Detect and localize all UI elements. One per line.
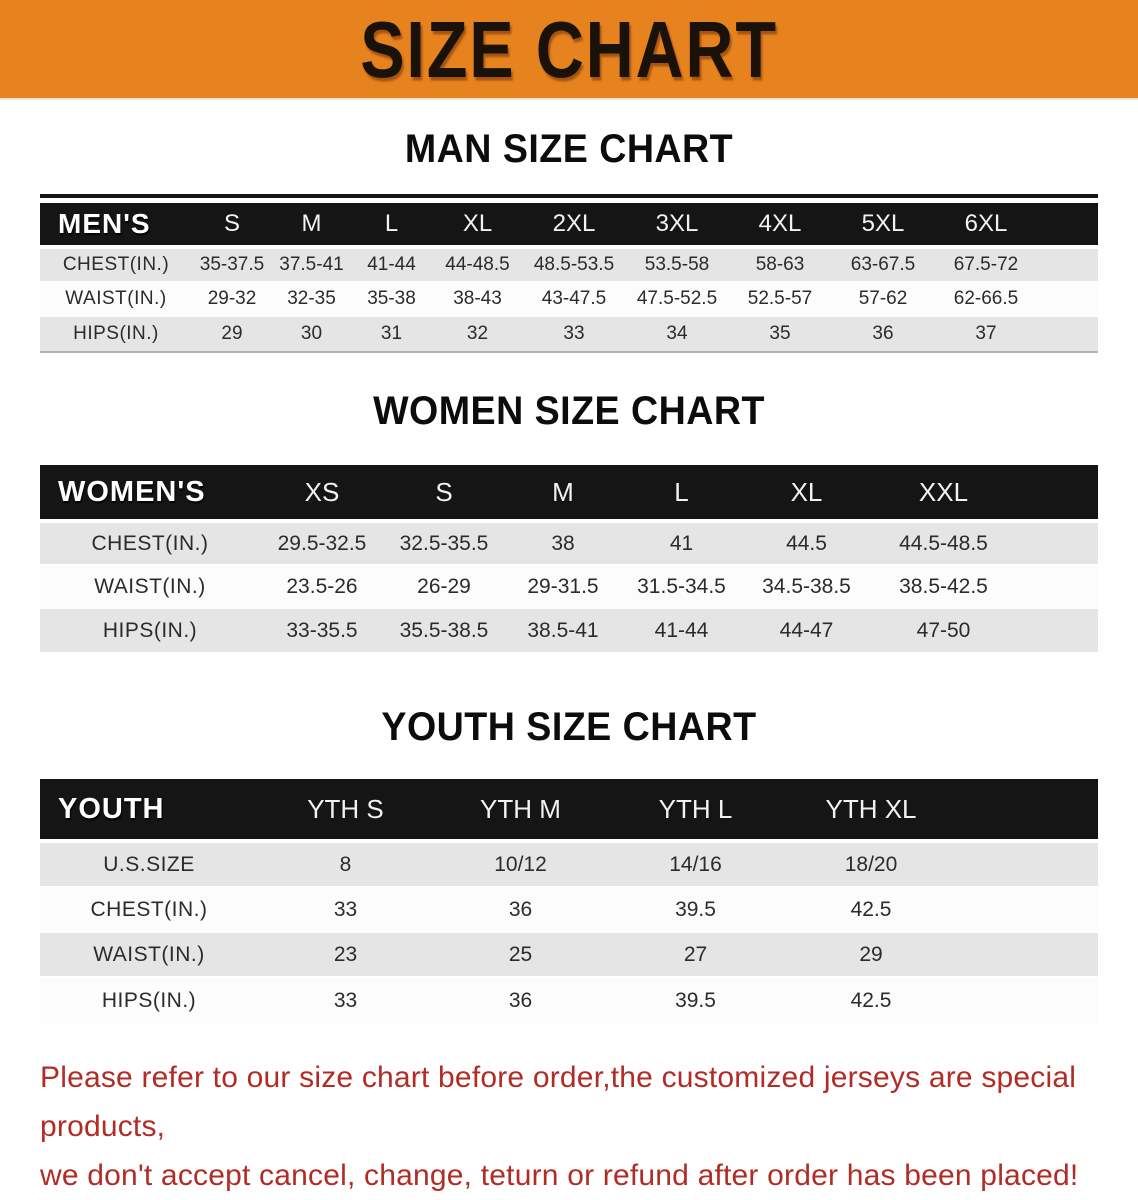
size-column-header: 3XL — [625, 203, 729, 249]
row-label: WAIST(IN.) — [40, 933, 258, 978]
size-value: 33-35.5 — [260, 609, 384, 652]
row-spacer — [959, 978, 1098, 1023]
size-value: 31.5-34.5 — [622, 566, 741, 609]
men-section-heading: MAN SIZE CHART — [404, 127, 734, 171]
size-value: 33 — [258, 888, 433, 933]
size-value: 37 — [935, 317, 1037, 351]
youth-size-table — [40, 779, 1098, 1023]
size-value: 38-43 — [432, 283, 523, 317]
size-value: 42.5 — [783, 978, 959, 1023]
size-column-header: YTH M — [433, 779, 608, 843]
table-group-label: YOUTH — [40, 779, 258, 843]
size-value: 67.5-72 — [935, 249, 1037, 283]
row-label: HIPS(IN.) — [40, 317, 192, 351]
youth-section-heading: YOUTH SIZE CHART — [381, 705, 757, 749]
disclaimer-text — [40, 1053, 1110, 1200]
table-group-label: WOMEN'S — [40, 465, 260, 523]
size-column-header: XXL — [872, 465, 1015, 523]
header-spacer — [1037, 203, 1098, 249]
size-value: 33 — [258, 978, 433, 1023]
row-spacer — [959, 888, 1098, 933]
size-value: 34.5-38.5 — [741, 566, 872, 609]
row-spacer — [1037, 283, 1098, 317]
size-column-header: S — [192, 203, 272, 249]
size-value: 47-50 — [872, 609, 1015, 652]
size-value: 38 — [504, 523, 622, 566]
size-value: 41-44 — [622, 609, 741, 652]
size-value: 36 — [831, 317, 935, 351]
size-value: 32.5-35.5 — [384, 523, 504, 566]
size-value: 33 — [523, 317, 625, 351]
row-label: HIPS(IN.) — [40, 978, 258, 1023]
row-spacer — [1037, 249, 1098, 283]
size-value: 44-48.5 — [432, 249, 523, 283]
size-value: 26-29 — [384, 566, 504, 609]
size-value: 10/12 — [433, 843, 608, 888]
size-value: 18/20 — [783, 843, 959, 888]
size-value: 35 — [729, 317, 831, 351]
measurement-row — [40, 843, 1098, 888]
row-spacer — [1015, 566, 1098, 609]
measurement-row — [40, 933, 1098, 978]
row-spacer — [959, 843, 1098, 888]
size-value: 14/16 — [608, 843, 783, 888]
row-spacer — [1015, 523, 1098, 566]
size-value: 23 — [258, 933, 433, 978]
size-column-header: M — [504, 465, 622, 523]
size-value: 32 — [432, 317, 523, 351]
measurement-row — [40, 523, 1098, 566]
size-value: 48.5-53.5 — [523, 249, 625, 283]
page-title: SIZE CHART — [360, 4, 778, 94]
youth-table — [40, 779, 1098, 1023]
size-value: 44.5 — [741, 523, 872, 566]
header-row — [40, 465, 1098, 523]
size-column-header: YTH L — [608, 779, 783, 843]
size-value: 38.5-42.5 — [872, 566, 1015, 609]
size-value: 44.5-48.5 — [872, 523, 1015, 566]
size-value: 44-47 — [741, 609, 872, 652]
women-size-table — [40, 465, 1098, 652]
row-label: HIPS(IN.) — [40, 609, 260, 652]
size-value: 29 — [783, 933, 959, 978]
row-label: WAIST(IN.) — [40, 566, 260, 609]
women-size-section — [0, 389, 1138, 652]
size-value: 36 — [433, 888, 608, 933]
size-value: 39.5 — [608, 888, 783, 933]
measurement-row — [40, 978, 1098, 1023]
size-value: 31 — [351, 317, 432, 351]
size-column-header: YTH S — [258, 779, 433, 843]
size-column-header: 2XL — [523, 203, 625, 249]
size-value: 32-35 — [272, 283, 351, 317]
header-spacer — [1015, 465, 1098, 523]
size-value: 41 — [622, 523, 741, 566]
size-column-header: L — [622, 465, 741, 523]
size-chart-banner — [0, 0, 1138, 100]
size-column-header: S — [384, 465, 504, 523]
measurement-row — [40, 317, 1098, 351]
row-spacer — [1015, 609, 1098, 652]
women-table — [40, 465, 1098, 652]
size-column-header: M — [272, 203, 351, 249]
disclaimer-line-2: we don't accept cancel, change, teturn or refund after order has been placed! — [40, 1159, 1079, 1192]
size-value: 41-44 — [351, 249, 432, 283]
women-section-heading: WOMEN SIZE CHART — [373, 389, 765, 433]
size-value: 29 — [192, 317, 272, 351]
youth-size-section — [0, 705, 1138, 1023]
row-label: CHEST(IN.) — [40, 888, 258, 933]
size-column-header: XS — [260, 465, 384, 523]
row-spacer — [959, 933, 1098, 978]
size-value: 37.5-41 — [272, 249, 351, 283]
size-value: 63-67.5 — [831, 249, 935, 283]
size-value: 43-47.5 — [523, 283, 625, 317]
size-column-header: XL — [741, 465, 872, 523]
header-row — [40, 203, 1098, 249]
size-value: 29-31.5 — [504, 566, 622, 609]
size-value: 27 — [608, 933, 783, 978]
measurement-row — [40, 609, 1098, 652]
measurement-row — [40, 888, 1098, 933]
size-value: 62-66.5 — [935, 283, 1037, 317]
size-value: 36 — [433, 978, 608, 1023]
measurement-row — [40, 566, 1098, 609]
men-size-table — [40, 194, 1098, 353]
size-value: 35.5-38.5 — [384, 609, 504, 652]
size-value: 30 — [272, 317, 351, 351]
measurement-row — [40, 249, 1098, 283]
row-label: CHEST(IN.) — [40, 249, 192, 283]
row-spacer — [1037, 317, 1098, 351]
measurement-row — [40, 283, 1098, 317]
size-value: 47.5-52.5 — [625, 283, 729, 317]
size-value: 39.5 — [608, 978, 783, 1023]
header-row — [40, 779, 1098, 843]
size-value: 52.5-57 — [729, 283, 831, 317]
size-value: 25 — [433, 933, 608, 978]
size-value: 38.5-41 — [504, 609, 622, 652]
size-column-header: 6XL — [935, 203, 1037, 249]
row-label: WAIST(IN.) — [40, 283, 192, 317]
size-column-header: L — [351, 203, 432, 249]
men-table — [40, 203, 1098, 351]
size-value: 58-63 — [729, 249, 831, 283]
size-value: 53.5-58 — [625, 249, 729, 283]
size-value: 35-37.5 — [192, 249, 272, 283]
size-value: 8 — [258, 843, 433, 888]
size-column-header: XL — [432, 203, 523, 249]
size-value: 42.5 — [783, 888, 959, 933]
header-spacer — [959, 779, 1098, 843]
size-column-header: YTH XL — [783, 779, 959, 843]
size-value: 35-38 — [351, 283, 432, 317]
table-group-label: MEN'S — [40, 203, 192, 249]
size-value: 23.5-26 — [260, 566, 384, 609]
size-value: 29.5-32.5 — [260, 523, 384, 566]
size-value: 29-32 — [192, 283, 272, 317]
size-value: 34 — [625, 317, 729, 351]
size-column-header: 4XL — [729, 203, 831, 249]
size-value: 57-62 — [831, 283, 935, 317]
men-size-section — [0, 127, 1138, 353]
size-column-header: 5XL — [831, 203, 935, 249]
disclaimer-line-1: Please refer to our size chart before order,the customized jerseys are special products, — [40, 1061, 1077, 1143]
row-label: U.S.SIZE — [40, 843, 258, 888]
row-label: CHEST(IN.) — [40, 523, 260, 566]
